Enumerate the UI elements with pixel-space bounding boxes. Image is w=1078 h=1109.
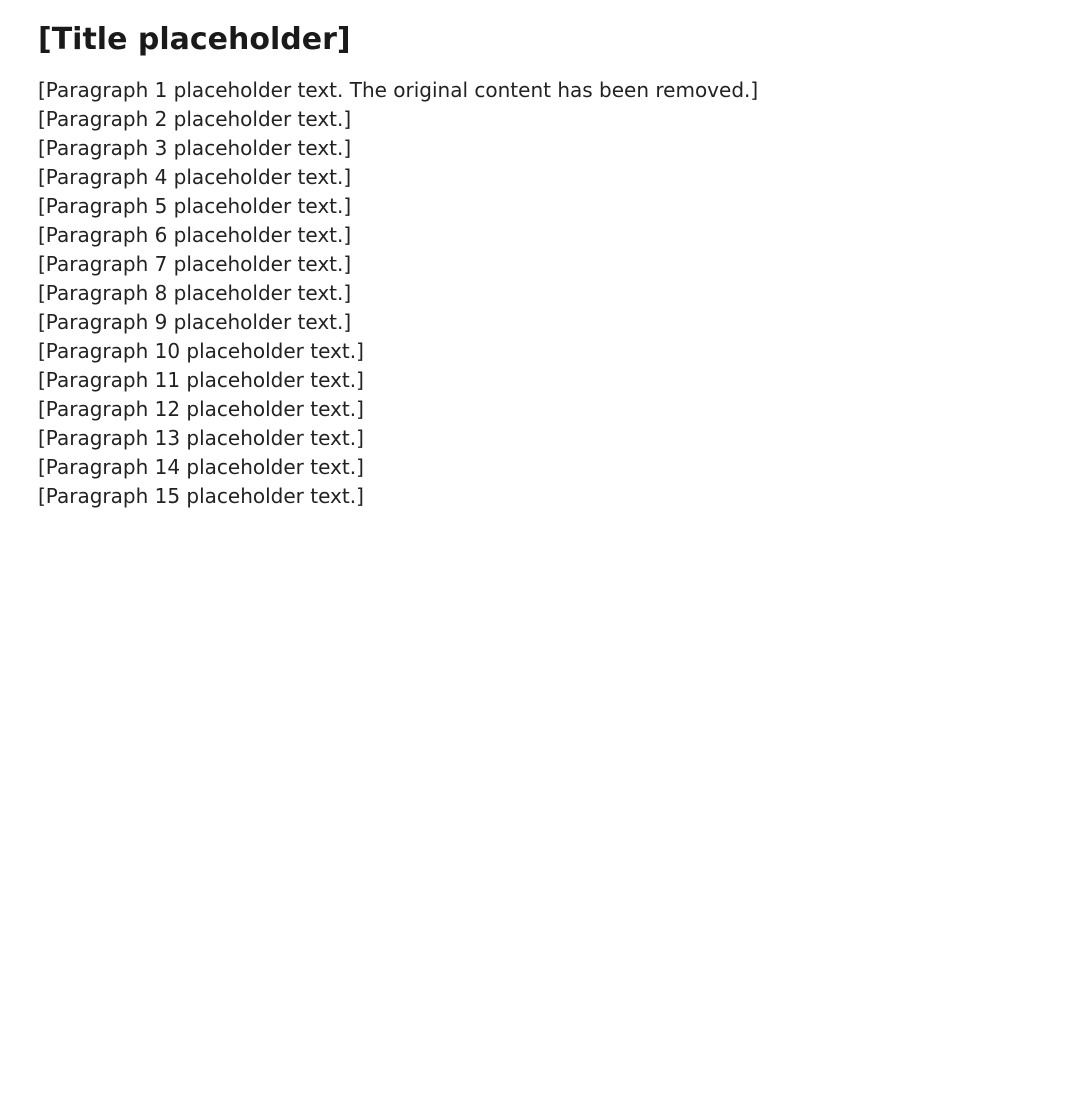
paragraph: [Paragraph 8 placeholder text.] xyxy=(38,281,352,305)
paragraph: [Paragraph 7 placeholder text.] xyxy=(38,252,352,276)
document-body xyxy=(38,76,1040,511)
paragraph: [Paragraph 6 placeholder text.] xyxy=(38,223,352,247)
paragraph: [Paragraph 14 placeholder text.] xyxy=(38,455,364,479)
page-title: [Title placeholder] xyxy=(38,22,351,57)
document xyxy=(0,0,1078,511)
paragraph: [Paragraph 3 placeholder text.] xyxy=(38,136,352,160)
paragraph: [Paragraph 5 placeholder text.] xyxy=(38,194,352,218)
paragraph: [Paragraph 9 placeholder text.] xyxy=(38,310,352,334)
paragraph: [Paragraph 11 placeholder text.] xyxy=(38,368,364,392)
paragraph: [Paragraph 13 placeholder text.] xyxy=(38,426,364,450)
paragraph: [Paragraph 4 placeholder text.] xyxy=(38,165,352,189)
paragraph: [Paragraph 10 placeholder text.] xyxy=(38,339,364,363)
paragraph: [Paragraph 15 placeholder text.] xyxy=(38,484,364,508)
paragraph: [Paragraph 2 placeholder text.] xyxy=(38,107,352,131)
paragraph: [Paragraph 1 placeholder text. The original content has been removed.] xyxy=(38,78,759,102)
paragraph: [Paragraph 12 placeholder text.] xyxy=(38,397,364,421)
